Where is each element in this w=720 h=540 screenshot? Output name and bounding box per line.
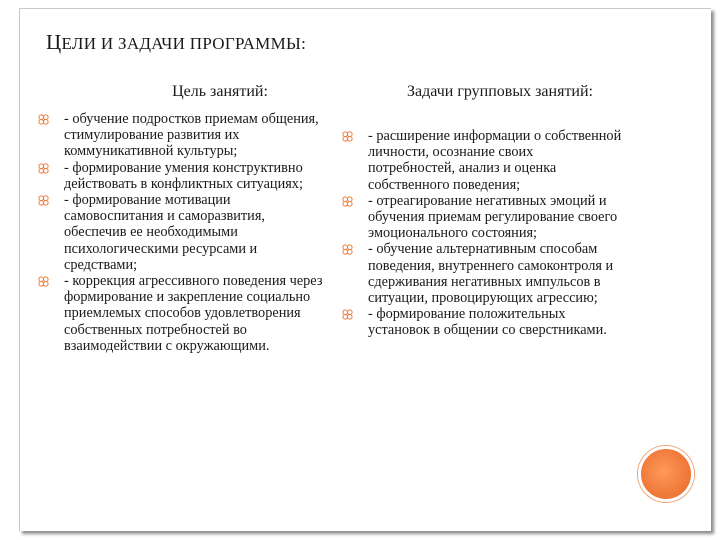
bullet-icon (342, 243, 353, 254)
list-item (38, 273, 328, 354)
list-item-text: - формирование мотивации самовоспитания и саморазвития, обеспечив ее необходимыми психологическими ресурсами и средствами; (64, 192, 265, 273)
title-initial: Ц (46, 30, 62, 54)
list-item (38, 111, 328, 160)
list-item (342, 306, 622, 338)
bullet-icon (38, 162, 49, 173)
decorative-orange-circle (638, 446, 694, 502)
goal-heading: Цель занятий: (172, 83, 268, 100)
list-item (342, 193, 622, 242)
list-item (38, 160, 328, 192)
goal-list (38, 111, 328, 354)
bullet-icon (38, 194, 49, 205)
list-item-text: - формирование умения конструктивно действовать в конфликтных ситуациях; (64, 159, 303, 192)
tasks-heading: Задачи групповых занятий: (406, 83, 593, 100)
list-item (342, 128, 622, 193)
bullet-icon (38, 113, 49, 124)
list-item-text: - расширение информации о собственной личности, осознание своих потребностей, анализ и оценка собственного поведения; (368, 128, 622, 193)
tasks-list (342, 128, 622, 339)
list-item-text: - формирование положительных установок в общении со сверстниками. (368, 306, 607, 339)
list-item-text: - коррекция агрессивного поведения через формирование и закрепление социально приемлемых способов удовлетворения собственных потребностей во взаимодействии с окружающими. (64, 273, 323, 354)
bullet-icon (342, 195, 353, 206)
list-item (38, 192, 328, 273)
bullet-icon (342, 308, 353, 319)
list-item-text: - отреагирование негативных эмоций и обучения приемам регулирование своего эмоционального состояния; (368, 192, 618, 242)
list-item-text: - обучение подростков приемам общения, стимулирование развития их коммуникативной культуры; (64, 111, 319, 160)
slide-title (46, 30, 306, 55)
bullet-icon (342, 130, 353, 141)
list-item-text: - обучение альтернативным способам поведения, внутреннего самоконтроля и сдерживания негативных импульсов в ситуации, провоцирующих агрессию; (368, 241, 614, 307)
title-rest: ЕЛИ И ЗАДАЧИ ПРОГРАММЫ: (61, 34, 307, 53)
list-item (342, 241, 622, 306)
bullet-icon (38, 275, 49, 286)
